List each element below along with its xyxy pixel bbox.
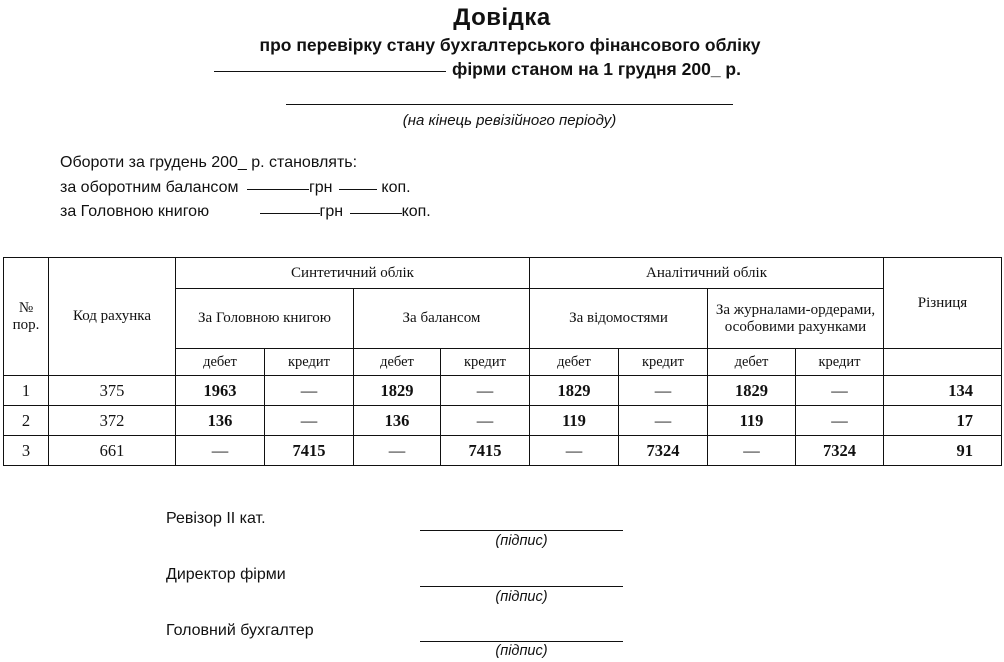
turnover-book-line	[60, 203, 431, 221]
balance-debit: 136	[354, 406, 441, 436]
header-synthetic: Синтетичний облік	[176, 258, 530, 289]
header-balance: За балансом	[354, 289, 530, 349]
row-code: 372	[49, 406, 176, 436]
accountant-signature-line	[420, 641, 623, 642]
header-ledger: За Головною книгою	[176, 289, 354, 349]
firm-line-text: фірми станом на 1 грудня 200_ р.	[452, 59, 741, 79]
statements-debit: 119	[530, 406, 619, 436]
header-statements-debit: дебет	[530, 349, 619, 376]
turnover-balance-line	[60, 179, 411, 197]
statements-credit: 7324	[619, 436, 708, 466]
ledger-debit: 1963	[176, 376, 265, 406]
journals-debit: 119	[708, 406, 796, 436]
balance-uah-blank	[247, 189, 309, 190]
header-num: № пор.	[4, 258, 49, 376]
firm-name-blank	[214, 71, 446, 72]
header-journals-debit: дебет	[708, 349, 796, 376]
reconciliation-table	[3, 257, 1002, 466]
header-code: Код рахунка	[49, 258, 176, 376]
ledger-debit: —	[176, 436, 265, 466]
row-code: 661	[49, 436, 176, 466]
accountant-label: Головний бухгалтер	[166, 622, 314, 639]
statements-credit: —	[619, 376, 708, 406]
journals-debit: —	[708, 436, 796, 466]
header-analytic: Аналітичний облік	[530, 258, 884, 289]
balance-kop-label: коп.	[381, 179, 411, 196]
period-caption: (на кінець ревізійного періоду)	[402, 112, 617, 129]
balance-credit: —	[441, 406, 530, 436]
statements-credit: —	[619, 406, 708, 436]
ledger-credit: —	[265, 376, 354, 406]
balance-kop-blank	[339, 189, 377, 190]
turnover-title: Обороти за грудень 200_ р. становлять:	[60, 154, 358, 171]
table-row	[4, 436, 1002, 466]
document-subtitle: про перевірку стану бухгалтерського фінансового обліку	[259, 35, 761, 55]
row-difference: 134	[884, 376, 1002, 406]
accountant-signature-caption: (підпис)	[495, 643, 548, 659]
journals-debit: 1829	[708, 376, 796, 406]
auditor-signature-line	[420, 530, 623, 531]
book-kop-blank	[350, 213, 402, 214]
ledger-credit: 7415	[265, 436, 354, 466]
header-statements-credit: кредит	[619, 349, 708, 376]
period-blank-line	[286, 104, 733, 105]
row-num: 3	[4, 436, 49, 466]
balance-debit: —	[354, 436, 441, 466]
director-signature-caption: (підпис)	[495, 589, 548, 605]
book-kop-label: коп.	[401, 203, 431, 220]
row-difference: 17	[884, 406, 1002, 436]
balance-credit: 7415	[441, 436, 530, 466]
header-balance-debit: дебет	[354, 349, 441, 376]
row-code: 375	[49, 376, 176, 406]
director-signature-line	[420, 586, 623, 587]
turnover-balance-label: за оборотним балансом	[60, 179, 239, 196]
row-num: 1	[4, 376, 49, 406]
header-journals: За журналами-ордерами, особовими рахунками	[708, 289, 884, 349]
journals-credit: 7324	[796, 436, 884, 466]
document-title: Довідка	[453, 4, 551, 31]
table-row	[4, 376, 1002, 406]
turnover-book-label: за Головною книгою	[60, 203, 210, 220]
auditor-label: Ревізор ІІ кат.	[166, 510, 266, 527]
balance-debit: 1829	[354, 376, 441, 406]
table-row	[4, 406, 1002, 436]
balance-uah-label: грн	[308, 179, 333, 196]
row-num: 2	[4, 406, 49, 436]
statements-debit: —	[530, 436, 619, 466]
header-statements: За відомостями	[530, 289, 708, 349]
header-difference-empty	[884, 349, 1002, 376]
book-uah-label: грн	[319, 203, 344, 220]
journals-credit: —	[796, 406, 884, 436]
header-difference: Різниця	[884, 258, 1002, 349]
header-balance-credit: кредит	[441, 349, 530, 376]
header-ledger-debit: дебет	[176, 349, 265, 376]
director-label: Директор фірми	[166, 566, 286, 583]
book-uah-blank	[260, 213, 320, 214]
journals-credit: —	[796, 376, 884, 406]
firm-line	[214, 59, 741, 80]
header-ledger-credit: кредит	[265, 349, 354, 376]
ledger-credit: —	[265, 406, 354, 436]
row-difference: 91	[884, 436, 1002, 466]
statements-debit: 1829	[530, 376, 619, 406]
balance-credit: —	[441, 376, 530, 406]
header-journals-credit: кредит	[796, 349, 884, 376]
ledger-debit: 136	[176, 406, 265, 436]
auditor-signature-caption: (підпис)	[495, 533, 548, 549]
